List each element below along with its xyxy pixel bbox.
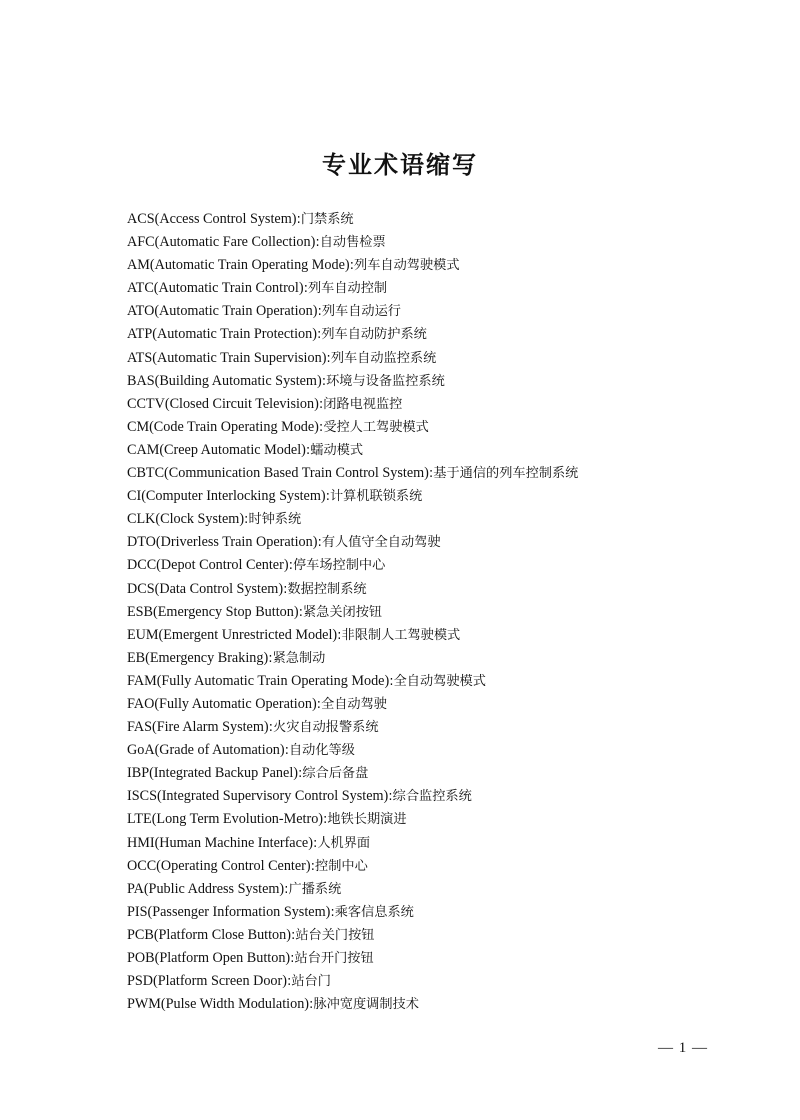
abbreviation-entry	[127, 508, 787, 531]
abbreviation-entry	[127, 808, 787, 831]
abbreviation-entry	[127, 924, 787, 947]
abbreviation-meaning: 站台关门按钮	[295, 927, 375, 943]
abbreviation-term: ISCS(Integrated Supervisory Control System)	[127, 788, 389, 805]
abbreviation-meaning: 列车自动控制	[307, 281, 388, 297]
abbreviation-list	[127, 208, 787, 1016]
abbreviation-meaning: 列车自动防护系统	[321, 327, 427, 343]
abbreviation-meaning: 基于通信的列车控制系统	[433, 466, 579, 482]
separator: :	[268, 720, 274, 736]
abbreviation-entry	[127, 855, 787, 878]
separator: :	[318, 396, 324, 412]
separator: :	[303, 281, 308, 297]
separator: :	[284, 743, 289, 759]
abbreviation-entry	[127, 693, 787, 716]
abbreviation-term: GoA(Grade of Automation)	[127, 742, 285, 759]
abbreviation-entry	[127, 208, 787, 231]
separator: :	[244, 512, 249, 528]
abbreviation-meaning: 闭路电视监控	[323, 396, 403, 412]
separator: :	[283, 581, 288, 597]
separator: :	[317, 535, 322, 551]
abbreviation-term: FAM(Fully Automatic Train Operating Mode)	[127, 672, 390, 689]
abbreviation-entry	[127, 531, 787, 554]
separator: :	[316, 327, 322, 343]
separator: :	[318, 419, 324, 435]
abbreviation-meaning: 地铁长期演进	[327, 812, 407, 828]
abbreviation-meaning: 停车场控制中心	[292, 558, 386, 574]
page-number: — 1 —	[658, 1040, 708, 1056]
separator: :	[317, 304, 322, 320]
abbreviation-term: ACS(Access Control System)	[127, 211, 297, 227]
abbreviation-term: CLK(Clock System)	[127, 511, 245, 528]
abbreviation-term: ATP(Automatic Train Protection)	[127, 326, 317, 343]
separator: :	[286, 974, 292, 990]
abbreviation-entry	[127, 254, 787, 277]
abbreviation-term: PA(Public Address System)	[127, 880, 285, 897]
abbreviation-term: HMI(Human Machine Interface)	[127, 834, 313, 851]
separator: :	[323, 812, 328, 828]
abbreviation-entry	[127, 439, 787, 462]
abbreviation-entry	[127, 231, 787, 254]
abbreviation-term: ATS(Automatic Train Supervision)	[127, 349, 327, 366]
abbreviation-meaning: 站台门	[291, 974, 331, 990]
separator: :	[330, 904, 335, 920]
abbreviation-entry	[127, 393, 787, 416]
separator: :	[284, 881, 289, 897]
abbreviation-entry	[127, 624, 787, 647]
abbreviation-term: AFC(Automatic Fare Collection)	[127, 234, 316, 251]
separator: :	[321, 373, 327, 389]
abbreviation-entry	[127, 370, 787, 393]
abbreviation-meaning: 有人值守全自动驾驶	[321, 535, 441, 551]
abbreviation-entry	[127, 878, 787, 901]
abbreviation-meaning: 自动化等级	[289, 743, 355, 759]
abbreviation-meaning: 全自动驾驶	[321, 696, 387, 712]
abbreviation-meaning: 乘客信息系统	[334, 904, 414, 920]
separator: :	[325, 489, 330, 505]
abbreviation-entry	[127, 785, 787, 808]
separator: :	[305, 442, 311, 458]
abbreviation-meaning: 综合监控系统	[392, 789, 472, 805]
abbreviation-term: BAS(Building Automatic System)	[127, 372, 322, 389]
abbreviation-term: CI(Computer Interlocking System)	[127, 488, 326, 505]
abbreviation-meaning: 计算机联锁系统	[329, 489, 423, 505]
separator: :	[290, 951, 295, 966]
separator: :	[388, 789, 393, 805]
abbreviation-meaning: 环境与设备监控系统	[326, 373, 445, 389]
abbreviation-meaning: 紧急关闭按钮	[302, 604, 383, 620]
abbreviation-meaning: 综合后备盘	[302, 766, 369, 782]
separator: :	[268, 650, 273, 666]
abbreviation-term: ESB(Emergency Stop Button)	[127, 603, 299, 620]
abbreviation-term: PIS(Passenger Information System)	[127, 903, 331, 920]
abbreviation-entry	[127, 277, 787, 300]
separator: :	[290, 927, 296, 943]
separator: :	[310, 858, 316, 874]
abbreviation-meaning: 受控人工驾驶模式	[323, 419, 429, 435]
separator: :	[288, 558, 293, 574]
abbreviation-entry	[127, 970, 787, 993]
abbreviation-term: FAO(Fully Automatic Operation)	[127, 695, 317, 712]
abbreviation-meaning: 门禁系统	[300, 212, 354, 227]
abbreviation-meaning: 列车自动运行	[321, 304, 401, 320]
abbreviation-term: DCS(Data Control System)	[127, 580, 284, 597]
abbreviation-meaning: 列车自动监控系统	[330, 350, 437, 366]
abbreviation-entry	[127, 901, 787, 924]
abbreviation-term: EUM(Emergent Unrestricted Model)	[127, 626, 338, 643]
abbreviation-term: EB(Emergency Braking)	[127, 649, 269, 666]
abbreviation-meaning: 广播系统	[288, 881, 342, 897]
separator: :	[337, 627, 342, 643]
abbreviation-entry	[127, 347, 787, 370]
abbreviation-meaning: 数据控制系统	[287, 581, 367, 597]
abbreviation-entry	[127, 739, 787, 762]
abbreviation-meaning: 站台开门按钮	[294, 951, 374, 966]
abbreviation-term: CAM(Creep Automatic Model)	[127, 441, 306, 458]
separator: :	[309, 997, 314, 1013]
abbreviation-term: LTE(Long Term Evolution-Metro)	[127, 811, 324, 828]
separator: :	[298, 604, 303, 620]
page-title: 专业术语缩写	[322, 151, 478, 179]
abbreviation-term: PSD(Platform Screen Door)	[127, 973, 287, 990]
abbreviation-meaning: 非限制人工驾驶模式	[341, 627, 461, 643]
abbreviation-entry	[127, 601, 787, 624]
separator: :	[326, 350, 331, 366]
separator: :	[315, 235, 320, 251]
separator: :	[389, 673, 394, 689]
abbreviation-meaning: 蠕动模式	[310, 442, 364, 458]
abbreviation-entry	[127, 762, 787, 785]
abbreviation-meaning: 脉冲宽度调制技术	[313, 997, 419, 1013]
abbreviation-meaning: 人机界面	[317, 835, 371, 851]
abbreviation-term: CM(Code Train Operating Mode)	[127, 418, 319, 435]
separator: :	[297, 766, 303, 782]
abbreviation-term: IBP(Integrated Backup Panel)	[127, 765, 298, 782]
separator: :	[428, 466, 434, 482]
abbreviation-meaning: 时钟系统	[248, 512, 302, 528]
abbreviation-meaning: 火灾自动报警系统	[273, 720, 379, 736]
abbreviation-term: PWM(Pulse Width Modulation)	[127, 996, 310, 1013]
abbreviation-term: ATC(Automatic Train Control)	[127, 280, 304, 297]
abbreviation-term: CBTC(Communication Based Train Control System)	[127, 465, 429, 482]
abbreviation-term: DCC(Depot Control Center)	[127, 557, 289, 574]
abbreviation-entry	[127, 832, 787, 855]
abbreviation-term: FAS(Fire Alarm System)	[127, 719, 269, 736]
abbreviation-term: CCTV(Closed Circuit Television)	[127, 395, 319, 412]
abbreviation-meaning: 控制中心	[315, 858, 368, 874]
abbreviation-entry	[127, 670, 787, 693]
abbreviation-term: POB(Platform Open Button)	[127, 950, 291, 966]
abbreviation-entry	[127, 554, 787, 577]
abbreviation-entry	[127, 462, 787, 485]
separator: :	[316, 696, 322, 712]
separator: :	[349, 258, 355, 274]
abbreviation-term: OCC(Operating Control Center)	[127, 857, 311, 874]
abbreviation-entry	[127, 578, 787, 601]
abbreviation-meaning: 紧急制动	[272, 650, 326, 666]
abbreviation-term: AM(Automatic Train Operating Mode)	[127, 257, 350, 274]
abbreviation-entry	[127, 716, 787, 739]
abbreviation-meaning: 自动售检票	[319, 235, 386, 251]
abbreviation-entry	[127, 300, 787, 323]
abbreviation-entry	[127, 993, 787, 1016]
abbreviation-meaning: 全自动驾驶模式	[393, 673, 486, 689]
separator: :	[296, 212, 301, 227]
abbreviation-entry	[127, 647, 787, 670]
abbreviation-entry	[127, 485, 787, 508]
abbreviation-term: DTO(Driverless Train Operation)	[127, 534, 318, 551]
separator: :	[312, 835, 318, 851]
abbreviation-term: ATO(Automatic Train Operation)	[127, 303, 318, 320]
abbreviation-entry	[127, 323, 787, 346]
abbreviation-meaning: 列车自动驾驶模式	[354, 258, 460, 274]
abbreviation-term: PCB(Platform Close Button)	[127, 926, 291, 943]
abbreviation-entry	[127, 416, 787, 439]
abbreviation-entry	[127, 947, 787, 970]
